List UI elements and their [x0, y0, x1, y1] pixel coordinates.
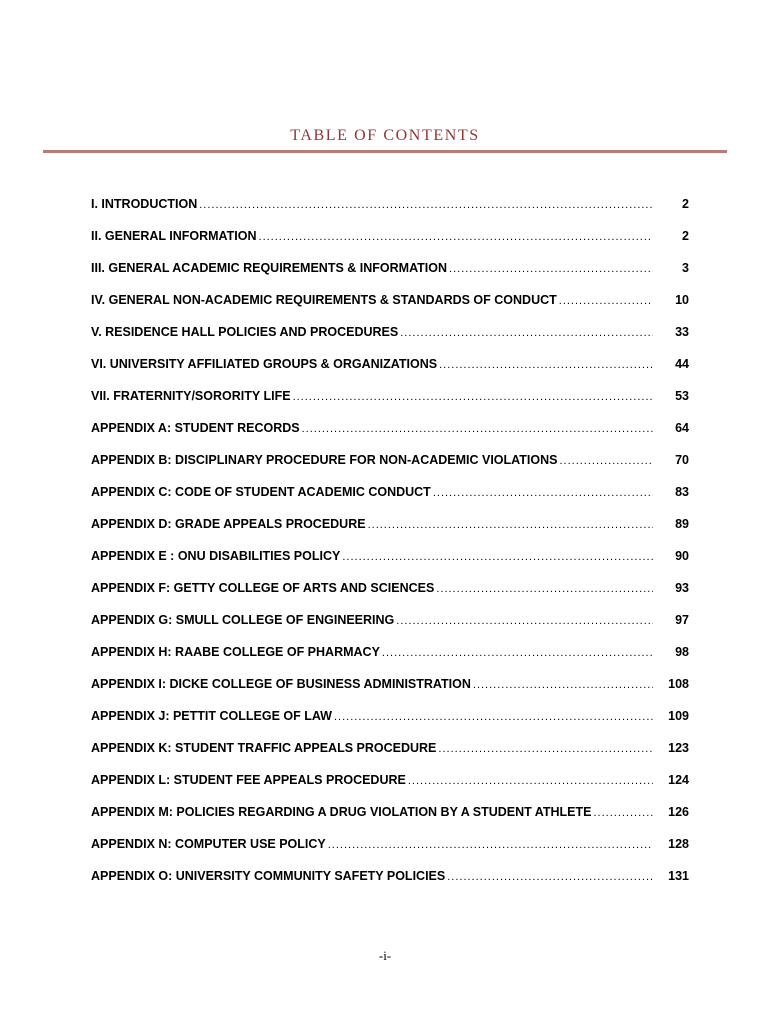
toc-entry-page-number: 3: [682, 261, 689, 275]
toc-entry-page-number: 109: [668, 709, 689, 723]
toc-entry[interactable]: [91, 261, 689, 293]
toc-dot-leader: [433, 487, 653, 499]
toc-entry-label: APPENDIX B: DISCIPLINARY PROCEDURE FOR NON-ACADEMIC VIOLATIONS: [91, 453, 558, 467]
toc-entry[interactable]: [91, 325, 689, 357]
toc-entry[interactable]: [91, 869, 689, 901]
toc-entry-label: APPENDIX C: CODE OF STUDENT ACADEMIC CONDUCT: [91, 485, 431, 499]
toc-dot-leader: [199, 199, 653, 211]
toc-entry-label: APPENDIX E : ONU DISABILITIES POLICY: [91, 549, 341, 563]
toc-dot-leader: [368, 519, 653, 531]
toc-dot-leader: [334, 711, 653, 723]
toc-entry-page-number: 123: [668, 741, 689, 755]
toc-entry-label: APPENDIX N: COMPUTER USE POLICY: [91, 837, 326, 851]
toc-entry[interactable]: [91, 229, 689, 261]
toc-dot-leader: [559, 295, 653, 307]
toc-entry-page-number: 83: [675, 485, 689, 499]
toc-entry-label: APPENDIX D: GRADE APPEALS PROCEDURE: [91, 517, 366, 531]
toc-entry[interactable]: [91, 421, 689, 453]
toc-entry-page-number: 97: [675, 613, 689, 627]
toc-entry[interactable]: [91, 837, 689, 869]
toc-dot-leader: [408, 775, 653, 787]
toc-entry-label: APPENDIX O: UNIVERSITY COMMUNITY SAFETY POLICIES: [91, 869, 446, 883]
toc-entry-page-number: 90: [675, 549, 689, 563]
toc-dot-leader: [449, 263, 653, 275]
toc-entry-page-number: 89: [675, 517, 689, 531]
toc-entry-page-number: 2: [682, 197, 689, 211]
toc-entry-label: V. RESIDENCE HALL POLICIES AND PROCEDURES: [91, 325, 399, 339]
toc-entry-label: VI. UNIVERSITY AFFILIATED GROUPS & ORGANIZATIONS: [91, 357, 438, 371]
toc-entry-label: APPENDIX G: SMULL COLLEGE OF ENGINEERING: [91, 613, 395, 627]
toc-entry[interactable]: [91, 581, 689, 613]
toc-entry[interactable]: [91, 741, 689, 773]
toc-entry-page-number: 108: [668, 677, 689, 691]
toc-entry[interactable]: [91, 293, 689, 325]
toc-dot-leader: [396, 615, 653, 627]
toc-entry[interactable]: [91, 805, 689, 837]
toc-entry-label: APPENDIX I: DICKE COLLEGE OF BUSINESS ADMINISTRATION: [91, 677, 471, 691]
toc-entry[interactable]: [91, 389, 689, 421]
toc-entry[interactable]: [91, 677, 689, 709]
toc-dot-leader: [438, 743, 653, 755]
toc-dot-leader: [473, 679, 653, 691]
toc-entry-page-number: 93: [675, 581, 689, 595]
toc-entry-label: APPENDIX F: GETTY COLLEGE OF ARTS AND SCIENCES: [91, 581, 435, 595]
toc-entry-page-number: 131: [668, 869, 689, 883]
toc-entry-page-number: 124: [668, 773, 689, 787]
toc-entry-page-number: 64: [675, 421, 689, 435]
toc-entry-page-number: 44: [675, 357, 689, 371]
toc-entry-label: APPENDIX M: POLICIES REGARDING A DRUG VIOLATION BY A STUDENT ATHLETE: [91, 805, 592, 819]
toc-entry[interactable]: [91, 197, 689, 229]
page-title: TABLE OF CONTENTS: [290, 127, 480, 144]
toc-entry[interactable]: [91, 453, 689, 485]
toc-dot-leader: [328, 839, 653, 851]
toc-entry-page-number: 126: [668, 805, 689, 819]
toc-dot-leader: [259, 231, 653, 243]
toc-entry-page-number: 98: [675, 645, 689, 659]
toc-entry[interactable]: [91, 549, 689, 581]
table-of-contents: [91, 197, 689, 901]
toc-dot-leader: [593, 807, 653, 819]
toc-entry-label: I. INTRODUCTION: [91, 197, 198, 211]
toc-dot-leader: [559, 455, 653, 467]
toc-entry[interactable]: [91, 645, 689, 677]
toc-entry-label: APPENDIX L: STUDENT FEE APPEALS PROCEDURE: [91, 773, 406, 787]
toc-entry-page-number: 33: [675, 325, 689, 339]
toc-dot-leader: [400, 327, 653, 339]
toc-entry[interactable]: [91, 613, 689, 645]
footer-page-number: -i-: [378, 948, 392, 963]
toc-entry[interactable]: [91, 773, 689, 805]
toc-entry-label: APPENDIX A: STUDENT RECORDS: [91, 421, 300, 435]
toc-entry-page-number: 128: [668, 837, 689, 851]
toc-entry-page-number: 53: [675, 389, 689, 403]
toc-entry-page-number: 10: [675, 293, 689, 307]
title-divider: [43, 150, 727, 153]
toc-dot-leader: [293, 391, 653, 403]
toc-dot-leader: [439, 359, 653, 371]
toc-entry-label: IV. GENERAL NON-ACADEMIC REQUIREMENTS & STANDARDS OF CONDUCT: [91, 293, 557, 307]
toc-dot-leader: [447, 871, 653, 883]
toc-entry[interactable]: [91, 357, 689, 389]
toc-entry-label: APPENDIX H: RAABE COLLEGE OF PHARMACY: [91, 645, 380, 659]
toc-entry[interactable]: [91, 485, 689, 517]
toc-dot-leader: [382, 647, 653, 659]
toc-entry[interactable]: [91, 709, 689, 741]
toc-dot-leader: [342, 551, 653, 563]
toc-dot-leader: [436, 583, 653, 595]
toc-entry-label: APPENDIX K: STUDENT TRAFFIC APPEALS PROCEDURE: [91, 741, 437, 755]
toc-entry[interactable]: [91, 517, 689, 549]
toc-entry-label: II. GENERAL INFORMATION: [91, 229, 257, 243]
toc-entry-label: III. GENERAL ACADEMIC REQUIREMENTS & INFORMATION: [91, 261, 448, 275]
toc-entry-label: VII. FRATERNITY/SORORITY LIFE: [91, 389, 291, 403]
toc-dot-leader: [302, 423, 653, 435]
toc-entry-page-number: 2: [682, 229, 689, 243]
toc-entry-page-number: 70: [675, 453, 689, 467]
toc-entry-label: APPENDIX J: PETTIT COLLEGE OF LAW: [91, 709, 332, 723]
